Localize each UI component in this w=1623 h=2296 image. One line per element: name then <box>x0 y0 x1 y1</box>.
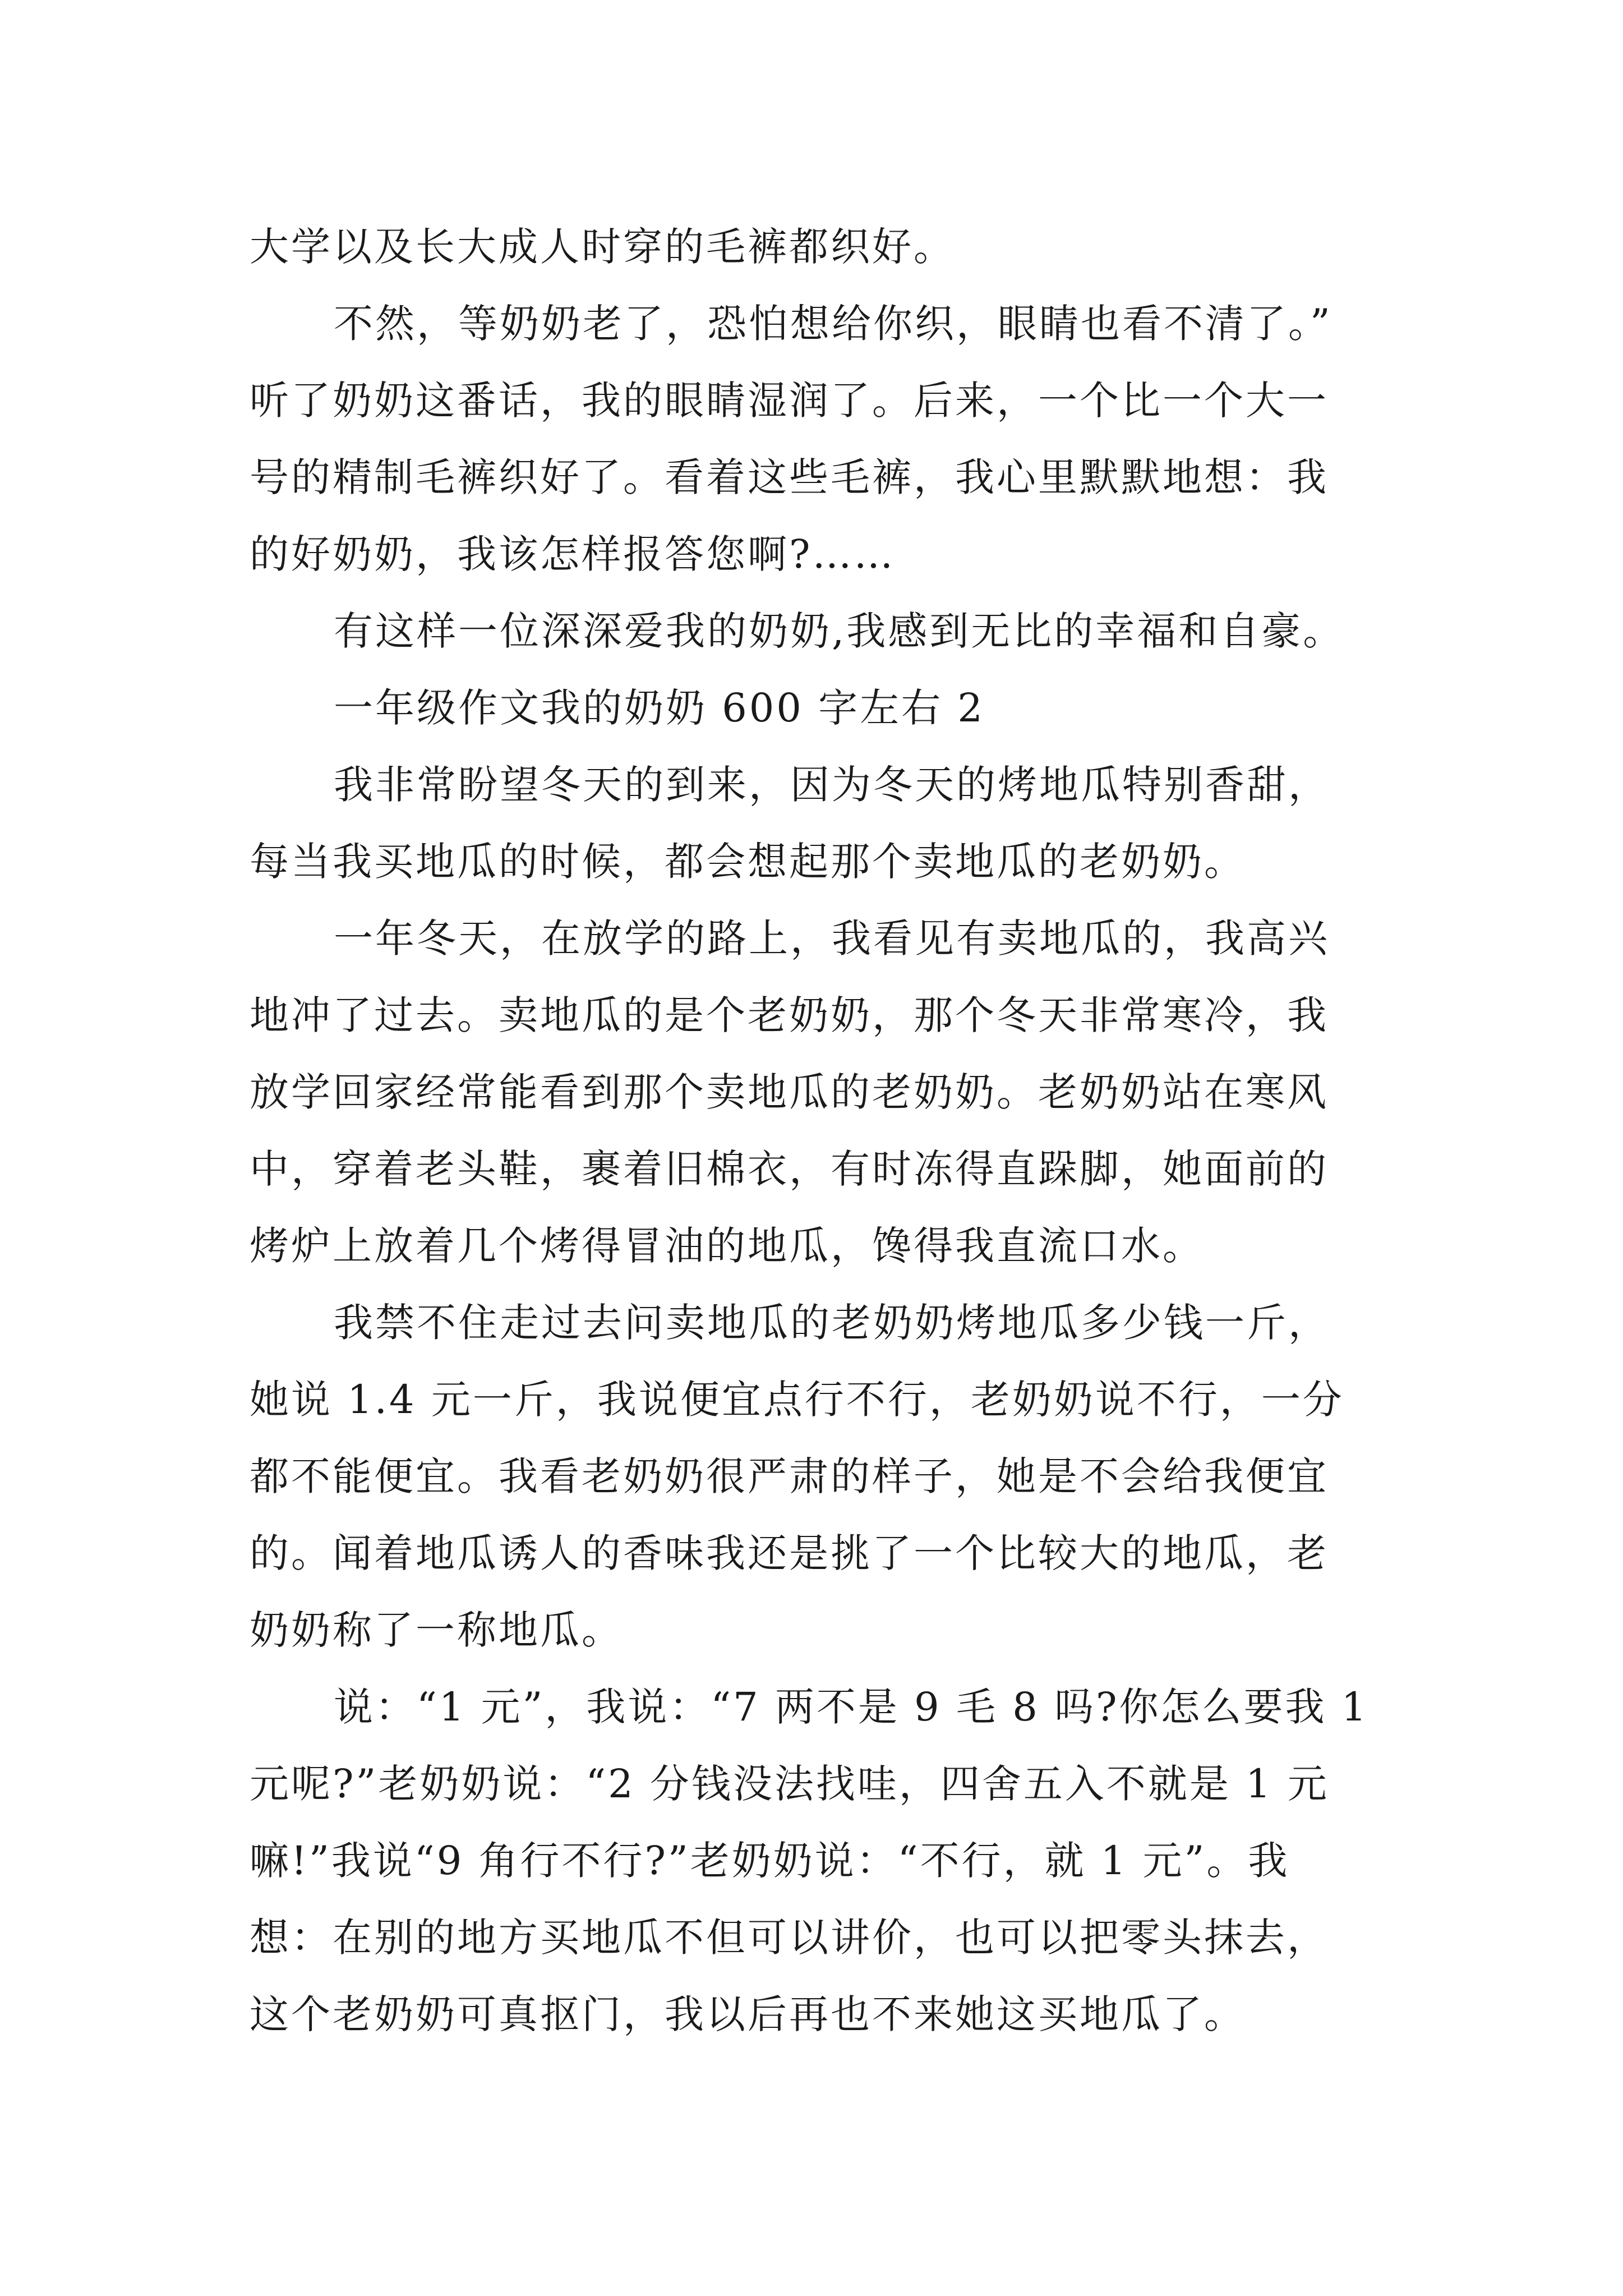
text-line: 元呢?”老奶奶说：“2 分钱没法找哇，四舍五入不就是 1 元 <box>250 1761 1329 1807</box>
text-line: 有这样一位深深爱我的奶奶,我感到无比的幸福和自豪。 <box>334 608 1345 654</box>
text-line: 说：“1 元”，我说：“7 两不是 9 毛 8 吗?你怎么要我 1 <box>334 1684 1369 1730</box>
text-line: 不然，等奶奶老了，恐怕想给你织，眼睛也看不清了。” <box>334 301 1332 347</box>
text-line: 放学回家经常能看到那个卖地瓜的老奶奶。老奶奶站在寒风 <box>250 1069 1329 1115</box>
text-line: 地冲了过去。卖地瓜的是个老奶奶，那个冬天非常寒冷，我 <box>250 992 1329 1038</box>
text-line: 奶奶称了一称地瓜。 <box>250 1607 623 1653</box>
text-line: 大学以及长大成人时穿的毛裤都织好。 <box>250 224 955 270</box>
document-body <box>250 209 1380 2053</box>
text-line: 的。闻着地瓜诱人的香味我还是挑了一个比较大的地瓜，老 <box>250 1530 1329 1576</box>
text-line: 的好奶奶，我该怎样报答您啊?…… <box>250 531 896 577</box>
text-line: 听了奶奶这番话，我的眼睛湿润了。后来，一个比一个大一 <box>250 378 1329 424</box>
section-heading: 一年级作文我的奶奶 600 字左右 2 <box>334 685 985 731</box>
text-line: 想：在别的地方买地瓜不但可以讲价，也可以把零头抹去， <box>250 1915 1329 1961</box>
text-line: 她说 1.4 元一斤，我说便宜点行不行，老奶奶说不行，一分 <box>250 1377 1344 1423</box>
text-line: 都不能便宜。我看老奶奶很严肃的样子，她是不会给我便宜 <box>250 1453 1329 1499</box>
text-line: 我非常盼望冬天的到来，因为冬天的烤地瓜特别香甜， <box>334 762 1330 808</box>
text-line: 我禁不住走过去问卖地瓜的老奶奶烤地瓜多少钱一斤， <box>334 1300 1330 1346</box>
text-line: 一年冬天，在放学的路上，我看见有卖地瓜的，我高兴 <box>334 915 1330 961</box>
text-line: 中，穿着老头鞋，裹着旧棉衣，有时冻得直跺脚，她面前的 <box>250 1146 1329 1192</box>
text-line: 嘛!”我说“9 角行不行?”老奶奶说：“不行，就 1 元”。我 <box>250 1838 1290 1884</box>
text-line: 这个老奶奶可真抠门，我以后再也不来她这买地瓜了。 <box>250 1991 1246 2037</box>
text-line: 烤炉上放着几个烤得冒油的地瓜，馋得我直流口水。 <box>250 1223 1204 1269</box>
text-line: 号的精制毛裤织好了。看着这些毛裤，我心里默默地想：我 <box>250 454 1329 500</box>
text-line: 每当我买地瓜的时候，都会想起那个卖地瓜的老奶奶。 <box>250 839 1246 885</box>
